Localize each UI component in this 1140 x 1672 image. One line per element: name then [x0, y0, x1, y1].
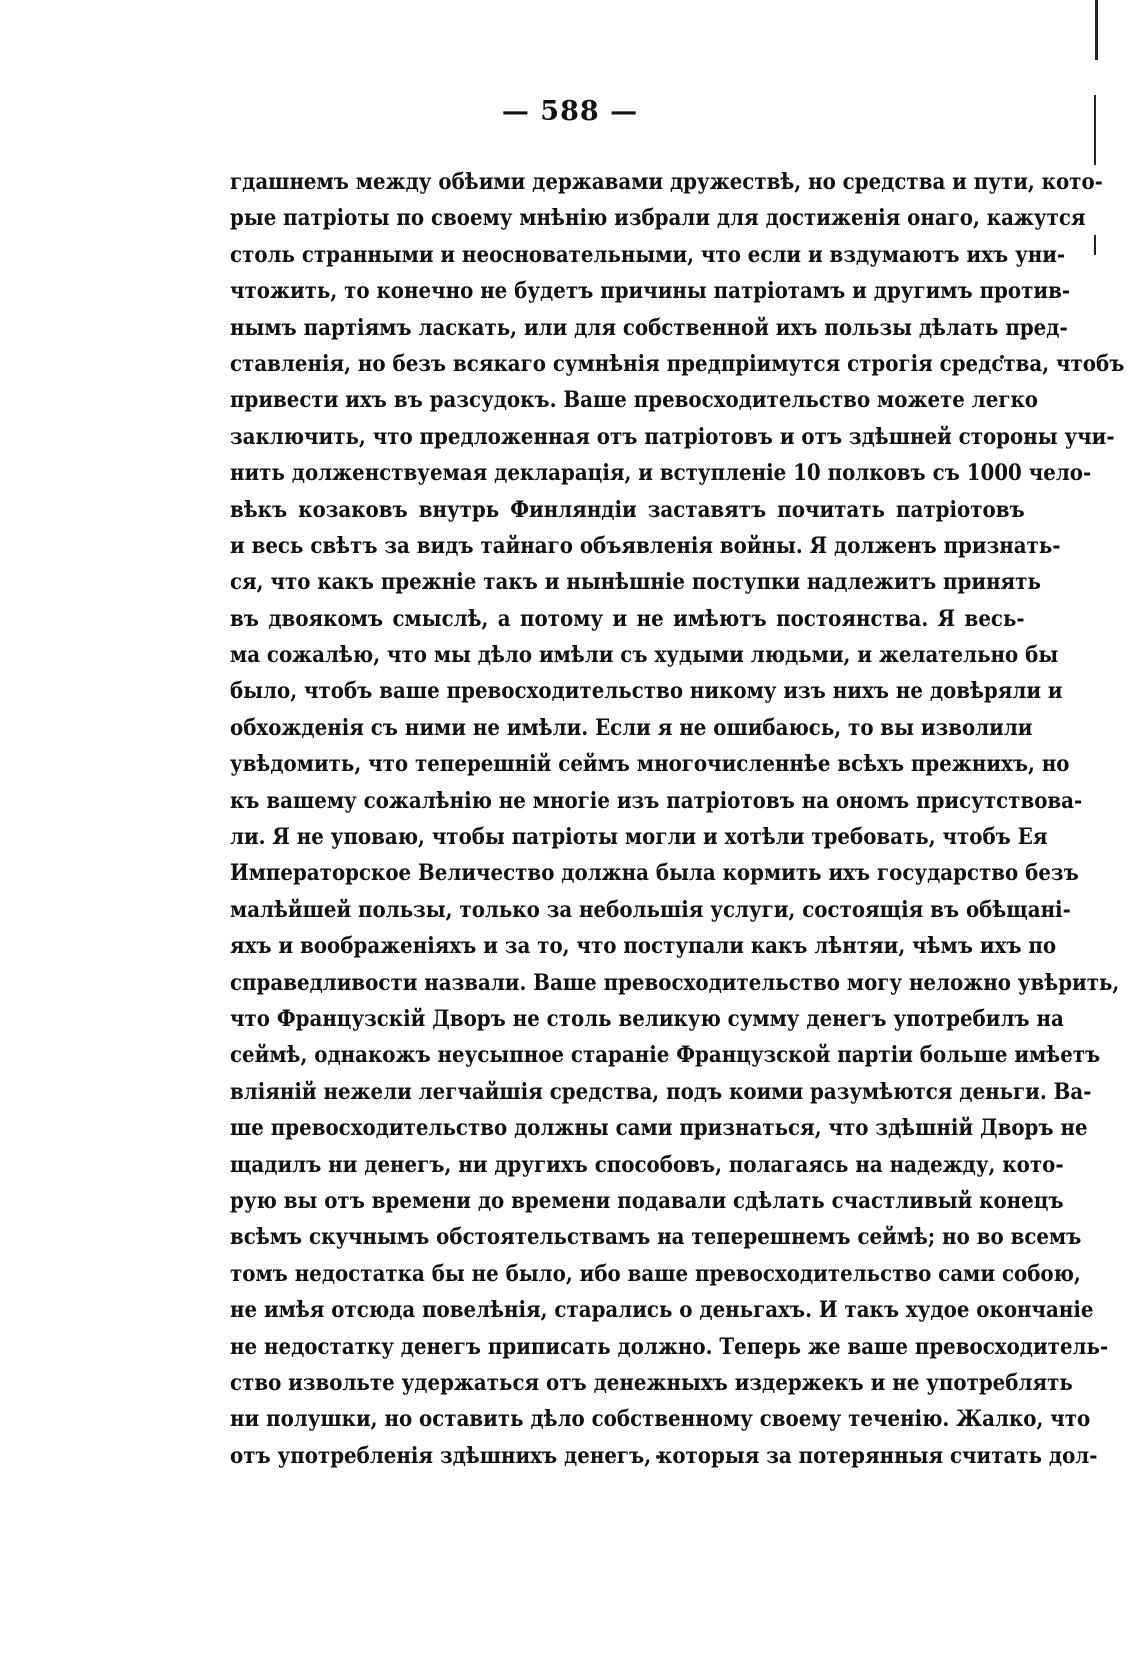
text-line: было, чтобъ ваше превосходительство никому изъ нихъ не довѣряли и: [230, 678, 1063, 705]
text-line: отъ употребленія здѣшнихъ денегъ, которыя за потерянныя считать дол-: [230, 1442, 1098, 1469]
text-line: томъ недостатка бы не было, ибо ваше превосходительство сами собою,: [230, 1260, 1081, 1287]
text-line: ставленія, но безъ всякаго сумнѣнія предпріимутся строгія средства, чтобъ: [230, 350, 1125, 377]
body-text: [230, 164, 1125, 1474]
text-line: яхъ и воображеніяхъ и за то, что поступали какъ лѣнтяи, чѣмъ ихъ по: [230, 933, 1057, 960]
text-line: ше превосходительство должны сами признаться, что здѣшній Дворъ не: [230, 1115, 1088, 1142]
page-number: — 588 —: [501, 96, 639, 127]
text-line: въ двоякомъ смыслѣ, а потому и не имѣютъ постоянства. Я весь-: [230, 605, 1025, 632]
text-line: нымъ партіямъ ласкать, или для собственной ихъ пользы дѣлать пред-: [230, 314, 1068, 341]
text-line: привести ихъ въ разсудокъ. Ваше превосходительство можете легко: [230, 387, 1038, 414]
text-line: нить долженствуемая декларація, и вступленіе 10 полковъ съ 1000 чело-: [230, 460, 1092, 487]
text-line: ма сожалѣю, что мы дѣло имѣли съ худыми людьми, и желательно бы: [230, 642, 1059, 669]
text-line: вліяній нежели легчайшія средства, подъ коими разумѣются деньги. Ва-: [230, 1078, 1092, 1105]
page-edge-line-top: [1095, 0, 1098, 60]
text-line: ни полушки, но оставить дѣло собственному своему теченію. Жалко, что: [230, 1406, 1091, 1433]
text-line: справедливости назвали. Ваше превосходительство могу неложно увѣрить,: [230, 969, 1120, 996]
text-line: не имѣя отсюда повелѣнія, старались о деньгахъ. И такъ худое окончаніе: [230, 1297, 1094, 1324]
text-line: щадилъ ни денегъ, ни другихъ способовъ, полагаясь на надежду, кото-: [230, 1151, 1064, 1178]
text-line: вѣкъ козаковъ внутрь Финляндіи заставятъ почитать патріотовъ: [230, 496, 1025, 523]
text-line: заключить, что предложенная отъ патріотовъ и отъ здѣшней стороны учи-: [230, 423, 1115, 450]
text-line: ся, что какъ прежніе такъ и нынѣшніе поступки надлежитъ принять: [230, 569, 1041, 596]
text-line: къ вашему сожалѣнію не многіе изъ патріотовъ на ономъ присутствова-: [230, 787, 1083, 814]
text-line: рые патріоты по своему мнѣнію избрали для достиженія онаго, кажутся: [230, 205, 1086, 232]
text-line: что Французскій Дворъ не столь великую сумму денегъ употребилъ на: [230, 1005, 1064, 1032]
text-line: и весь свѣтъ за видъ тайнаго объявленія войны. Я долженъ признать-: [230, 532, 1061, 559]
text-line: столь странными и неосновательными, что если и вздумаютъ ихъ уни-: [230, 241, 1066, 268]
text-line: Императорское Величество должна была кормить ихъ государство безъ: [230, 860, 1079, 887]
text-line: гдашнемъ между обѣими державами дружествѣ, но средства и пути, кото-: [230, 169, 1103, 195]
text-line: не недостатку денегъ приписать должно. Теперь же ваше превосходитель-: [230, 1333, 1109, 1360]
text-line: сеймѣ, однакожъ неусыпное стараніе Французской партіи больше имѣетъ: [230, 1042, 1101, 1069]
text-line: чтожить, то конечно не будетъ причины патріотамъ и другимъ против-: [230, 278, 1071, 305]
text-line: увѣдомить, что теперешній сеймъ многочисленнѣе всѣхъ прежнихъ, но: [230, 751, 1070, 778]
page-edge-line-lower: [1094, 235, 1096, 255]
text-line: всѣмъ скучнымъ обстоятельствамъ на теперешнемъ сеймѣ; но во всемъ: [230, 1224, 1082, 1251]
text-line: обхожденія съ ними не имѣли. Если я не ошибаюсь, то вы изволили: [230, 714, 1033, 741]
text-line: малѣйшей пользы, только за небольшія услуги, состоящія въ обѣщані-: [230, 896, 1071, 923]
text-line: ство извольте удержаться отъ денежныхъ издержекъ и не употреблять: [230, 1369, 1073, 1396]
text-line: ли. Я не уповаю, чтобы патріоты могли и хотѣли требовать, чтобъ Ея: [230, 824, 1048, 851]
text-line: рую вы отъ времени до времени подавали сдѣлать счастливый конецъ: [230, 1187, 1064, 1214]
